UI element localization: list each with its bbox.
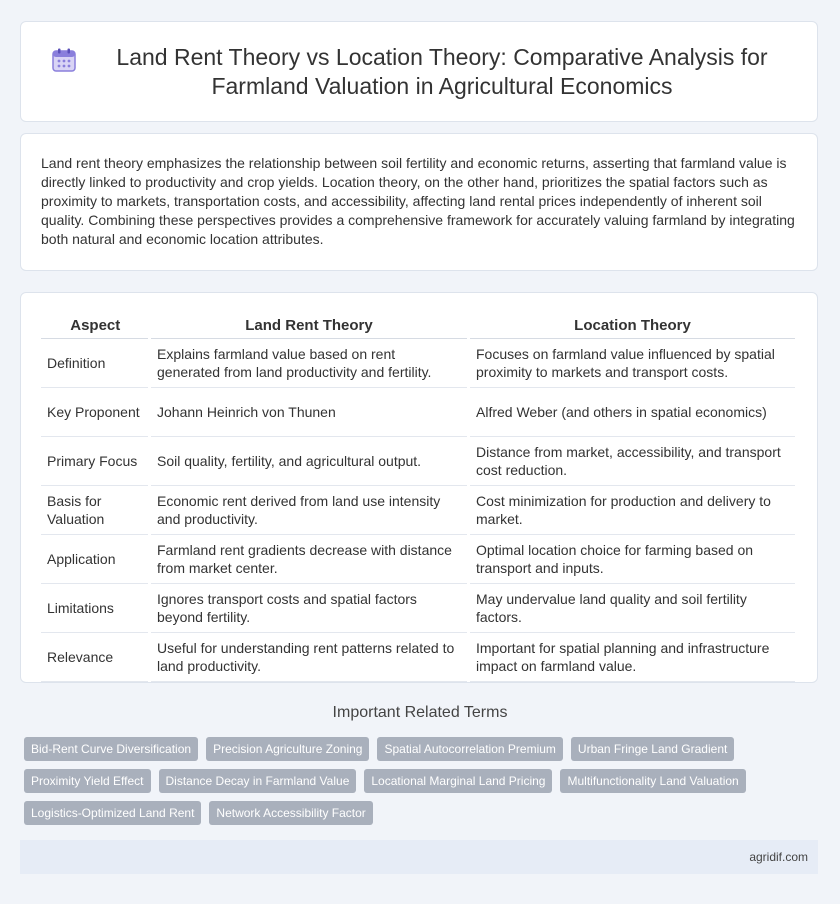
aspect-cell: Application <box>41 535 150 584</box>
location-cell: Focuses on farmland value influenced by spatial proximity to markets and transport costs. <box>469 339 797 388</box>
footer <box>20 840 818 874</box>
land-rent-cell: Ignores transport costs and spatial factors beyond fertility. <box>150 584 469 633</box>
related-term-tag[interactable]: Bid-Rent Curve Diversification <box>24 737 198 761</box>
aspect-cell: Relevance <box>41 633 150 682</box>
related-term-tag[interactable]: Proximity Yield Effect <box>24 769 151 793</box>
land-rent-cell: Useful for understanding rent patterns related to land productivity. <box>150 633 469 682</box>
table-header-row <box>41 307 797 339</box>
comparison-table <box>41 307 798 682</box>
related-term-tag[interactable]: Urban Fringe Land Gradient <box>571 737 734 761</box>
table-row <box>41 437 797 486</box>
aspect-cell: Primary Focus <box>41 437 150 486</box>
related-term-tag[interactable]: Spatial Autocorrelation Premium <box>377 737 562 761</box>
header-location: Location Theory <box>469 307 797 339</box>
location-cell: May undervalue land quality and soil fertility factors. <box>469 584 797 633</box>
location-cell: Cost minimization for production and delivery to market. <box>469 486 797 535</box>
title-wrap <box>21 43 817 101</box>
header-aspect: Aspect <box>41 307 150 339</box>
page-title: Land Rent Theory vs Location Theory: Comparative Analysis for Farmland Valuation in Agricultural Economics <box>116 43 768 99</box>
intro-paragraph: Land rent theory emphasizes the relationship between soil fertility and economic returns, asserting that farmland value is directly linked to productivity and crop yields. Location theory, on the other hand, prioritizes the spatial factors such as proximity to markets, transportation costs, and accessibility, affecting land rental prices independently of inherent soil quality. Combining these perspectives provides a comprehensive framework for accurately valuing farmland by integrating both natural and economic location attributes. <box>41 155 795 247</box>
related-term-tag[interactable]: Distance Decay in Farmland Value <box>159 769 357 793</box>
related-term-tag[interactable]: Precision Agriculture Zoning <box>206 737 369 761</box>
location-cell: Distance from market, accessibility, and transport cost reduction. <box>469 437 797 486</box>
calendar-icon <box>51 47 77 73</box>
land-rent-cell: Farmland rent gradients decrease with distance from market center. <box>150 535 469 584</box>
related-terms-list <box>24 737 814 825</box>
table-row <box>41 486 797 535</box>
aspect-cell: Basis for Valuation <box>41 486 150 535</box>
header-card <box>20 21 818 122</box>
table-row <box>41 584 797 633</box>
aspect-cell: Limitations <box>41 584 150 633</box>
related-term-tag[interactable]: Locational Marginal Land Pricing <box>364 769 552 793</box>
footer-site-link[interactable]: agridif.com <box>749 850 808 864</box>
table-row <box>41 388 797 437</box>
aspect-cell: Key Proponent <box>41 388 150 437</box>
land-rent-cell: Soil quality, fertility, and agricultural output. <box>150 437 469 486</box>
related-term-tag[interactable]: Network Accessibility Factor <box>209 801 372 825</box>
table-row <box>41 633 797 682</box>
header-land-rent: Land Rent Theory <box>150 307 469 339</box>
land-rent-cell: Explains farmland value based on rent generated from land productivity and fertility. <box>150 339 469 388</box>
land-rent-cell: Economic rent derived from land use intensity and productivity. <box>150 486 469 535</box>
table-row <box>41 535 797 584</box>
location-cell: Alfred Weber (and others in spatial economics) <box>469 388 797 437</box>
intro-card <box>20 133 818 271</box>
comparison-table-card <box>20 292 818 683</box>
table-row <box>41 339 797 388</box>
related-term-tag[interactable]: Multifunctionality Land Valuation <box>560 769 745 793</box>
related-term-tag[interactable]: Logistics-Optimized Land Rent <box>24 801 201 825</box>
land-rent-cell: Johann Heinrich von Thunen <box>150 388 469 437</box>
location-cell: Optimal location choice for farming based on transport and inputs. <box>469 535 797 584</box>
aspect-cell: Definition <box>41 339 150 388</box>
related-terms-title: Important Related Terms <box>332 704 508 721</box>
location-cell: Important for spatial planning and infrastructure impact on farmland value. <box>469 633 797 682</box>
